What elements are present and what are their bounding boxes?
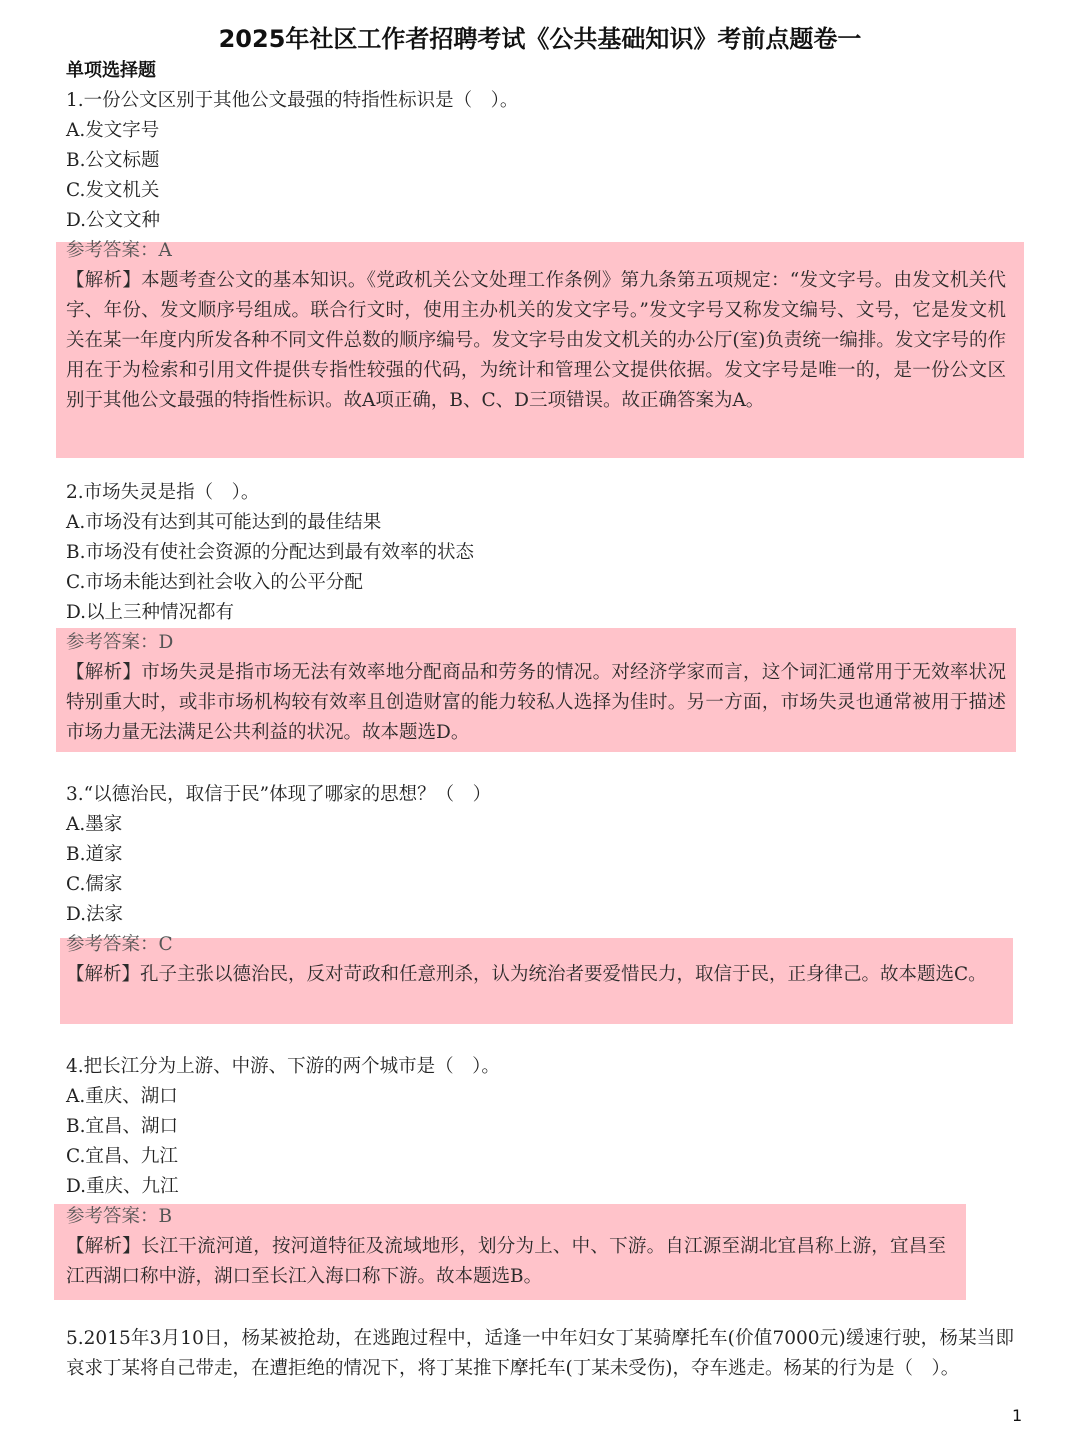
- option-d: D.以上三种情况都有: [66, 602, 235, 623]
- option-b: B.市场没有使社会资源的分配达到最有效率的状态: [66, 542, 474, 563]
- answer-key: 参考答案：A: [66, 240, 172, 261]
- option-d: D.重庆、九江: [66, 1176, 179, 1197]
- analysis-text: 【解析】市场失灵是指市场无法有效率地分配商品和劳务的情况。对经济学家而言，这个词汇通常用于无效率状况特别重大时，或非市场机构较有效率且创造财富的能力较私人选择为佳时。另一方面，市场失灵也通常被用于描述市场力量无法满足公共利益的状况。故本题选D。: [66, 662, 1006, 743]
- analysis-text: 【解析】本题考查公文的基本知识。《党政机关公文处理工作条例》第九条第五项规定：“发文字号。由发文机关代字、年份、发文顺序号组成。联合行文时，使用主办机关的发文字号。”发文字号又称发文编号、文号，它是发文机关在某一年度内所发各种不同文件总数的顺序编号。发文字号由发文机关的办公厅(室)负责统一编排。发文字号的作用在于为检索和引用文件提供专指性较强的代码，为统计和管理公文提供依据。发文字号是唯一的，是一份公文区别于其他公文最强的特指性标识。故A项正确，B、C、D三项错误。故正确答案为A。: [66, 270, 1006, 411]
- question-stem: 5.2015年3月10日，杨某被抢劫，在逃跑过程中，适逢一中年妇女丁某骑摩托车(价值7000元)缓速行驶，杨某当即哀求丁某将自己带走，在遭拒绝的情况下，将丁某推下摩托车(丁某未受伤)，夺车逃走。杨某的行为是（ ）。: [66, 1328, 1014, 1379]
- question-stem: 4.把长江分为上游、中游、下游的两个城市是（ ）。: [66, 1056, 500, 1077]
- option-a: A.市场没有达到其可能达到的最佳结果: [66, 512, 382, 533]
- document-title: 2025年社区工作者招聘考试《公共基础知识》考前点题卷一: [218, 25, 862, 53]
- option-b: B.道家: [66, 844, 123, 865]
- option-a: A.墨家: [66, 814, 123, 835]
- option-b: B.宜昌、湖口: [66, 1116, 178, 1137]
- question-stem: 3.“以德治民，取信于民”体现了哪家的思想？（ ）: [66, 784, 492, 805]
- option-b: B.公文标题: [66, 150, 160, 171]
- section-heading: 单项选择题: [66, 60, 156, 81]
- answer-key: 参考答案：C: [66, 934, 173, 955]
- answer-key: 参考答案：D: [66, 632, 174, 653]
- answer-key: 参考答案：B: [66, 1206, 173, 1227]
- option-c: C.宜昌、九江: [66, 1146, 178, 1167]
- option-d: D.公文文种: [66, 210, 161, 231]
- question-stem: 2.市场失灵是指（ ）。: [66, 482, 260, 503]
- option-d: D.法家: [66, 904, 124, 925]
- question-stem: 1.一份公文区别于其他公文最强的特指性标识是（ ）。: [66, 90, 519, 111]
- option-a: A.发文字号: [66, 120, 160, 141]
- analysis-text: 【解析】长江干流河道，按河道特征及流域地形，划分为上、中、下游。自江源至湖北宜昌称上游，宜昌至江西湖口称中游，湖口至长江入海口称下游。故本题选B。: [66, 1236, 946, 1287]
- page-number: 1: [1012, 1406, 1023, 1425]
- option-c: C.发文机关: [66, 180, 160, 201]
- option-c: C.儒家: [66, 874, 123, 895]
- option-a: A.重庆、湖口: [66, 1086, 178, 1107]
- option-c: C.市场未能达到社会收入的公平分配: [66, 572, 363, 593]
- analysis-text: 【解析】孔子主张以德治民，反对苛政和任意刑杀，认为统治者要爱惜民力，取信于民，正身律己。故本题选C。: [66, 964, 987, 985]
